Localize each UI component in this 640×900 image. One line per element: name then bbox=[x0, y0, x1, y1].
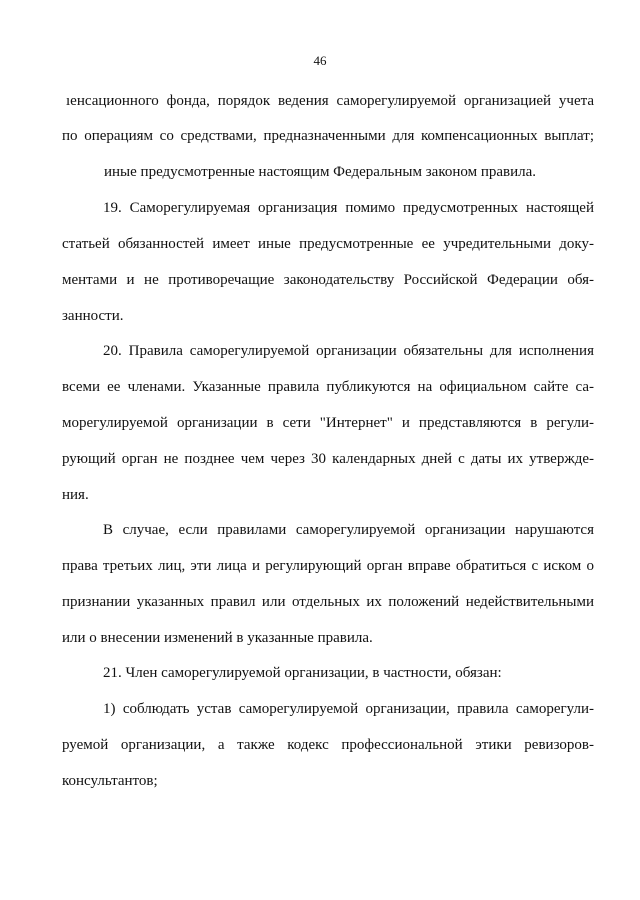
text-line: признании указанных правил или отдельных их положений недействительными bbox=[62, 594, 594, 610]
text-line: консультантов; bbox=[62, 773, 158, 789]
page-number: 46 bbox=[313, 53, 327, 68]
text-line: занности. bbox=[62, 308, 124, 324]
text-line: по операциям со средствами, предназначенными для компенсационных выплат; bbox=[62, 128, 594, 144]
text-line: В случае, если правилами саморегулируемой организации нарушаются bbox=[103, 522, 594, 538]
text-line: руемой организации, а также кодекс профессиональной этики ревизоров- bbox=[62, 737, 594, 753]
text-line: морегулируемой организации в сети "Интернет" и представляются в регули- bbox=[62, 415, 594, 431]
text-line: или о внесении изменений в указанные правила. bbox=[62, 630, 373, 646]
text-line: 21. Член саморегулируемой организации, в частности, обязан: bbox=[103, 665, 502, 681]
text-line: 20. Правила саморегулируемой организации обязательны для исполнения bbox=[103, 343, 594, 359]
text-line: ния. bbox=[62, 487, 89, 503]
text-line: права третьих лиц, эти лица и регулирующий орган вправе обратиться с иском о bbox=[62, 558, 594, 574]
text-line: ментами и не противоречащие законодательству Российской Федерации обя- bbox=[62, 272, 594, 288]
text-line: иные предусмотренные настоящим Федеральным законом правила. bbox=[104, 164, 537, 180]
text-line: ıенсационного фонда, порядок ведения саморегулируемой организацией учета bbox=[66, 93, 594, 109]
text-line: 19. Саморегулируемая организация помимо предусмотренных настоящей bbox=[103, 200, 594, 216]
text-line: всеми ее членами. Указанные правила публикуются на официальном сайте са- bbox=[62, 379, 594, 395]
text-line: статьей обязанностей имеет иные предусмотренные ее учредительными доку- bbox=[62, 236, 594, 252]
text-line: рующий орган не позднее чем через 30 календарных дней с даты их утвержде- bbox=[62, 451, 594, 467]
text-line: 1) соблюдать устав саморегулируемой организации, правила саморегули- bbox=[103, 701, 594, 717]
